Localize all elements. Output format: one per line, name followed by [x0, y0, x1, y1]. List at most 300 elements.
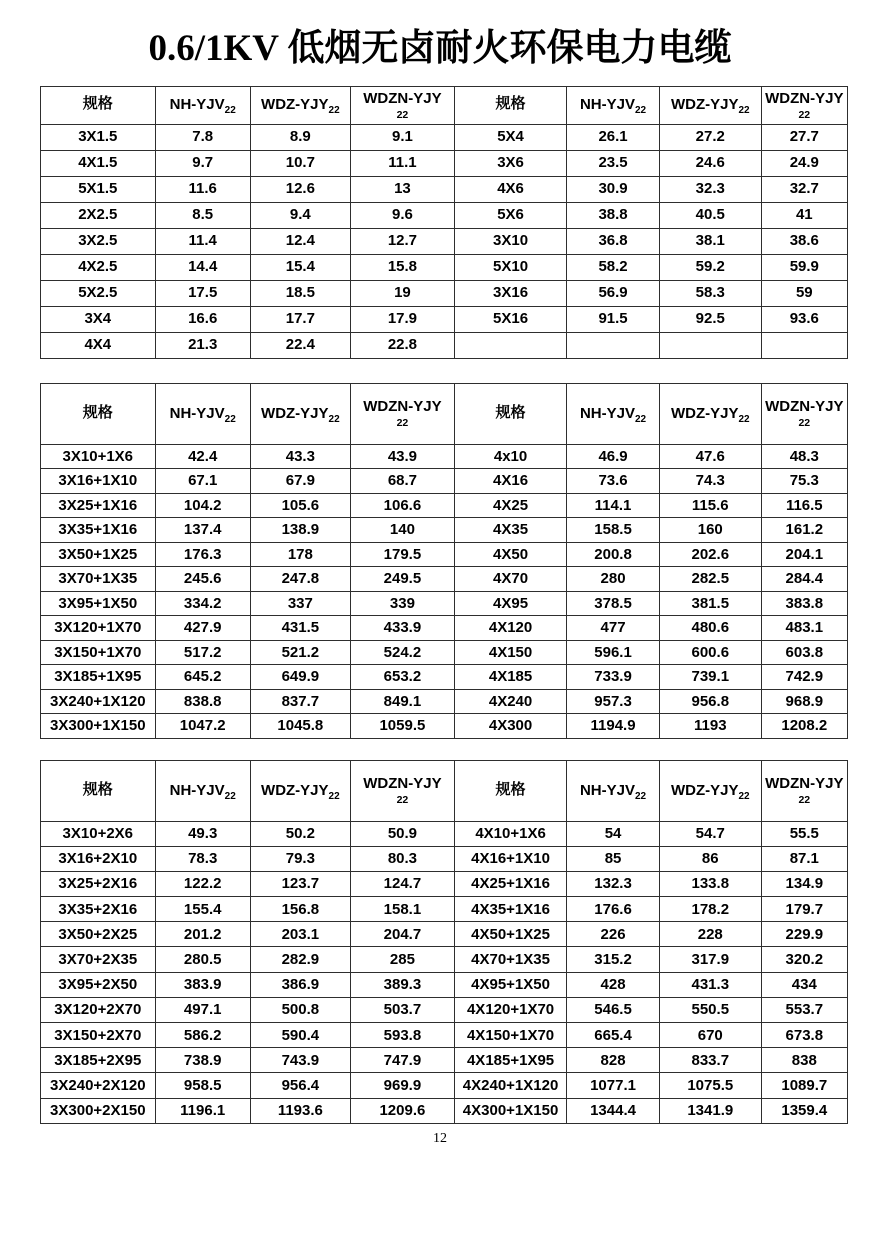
- table-row: [41, 846, 848, 871]
- value-cell: 320.2: [761, 947, 847, 972]
- value-cell: 32.7: [761, 176, 847, 202]
- value-cell: 74.3: [659, 469, 761, 494]
- value-cell: 59: [761, 280, 847, 306]
- spec-cell: 3X185+1X95: [41, 665, 156, 690]
- nh-yjv-subscript: 22: [224, 105, 236, 117]
- value-cell: 58.2: [567, 254, 660, 280]
- spec-cell: 3X25+1X16: [41, 493, 156, 518]
- page-number: 12: [433, 1130, 447, 1146]
- spec-cell: 4X2.5: [41, 254, 156, 280]
- value-cell: 122.2: [155, 871, 250, 896]
- table-row: [41, 567, 848, 592]
- value-cell: 645.2: [155, 665, 250, 690]
- value-cell: 161.2: [761, 518, 847, 543]
- value-cell: 334.2: [155, 591, 250, 616]
- value-cell: 38.1: [659, 228, 761, 254]
- value-cell: 649.9: [250, 665, 350, 690]
- table-row: [41, 1048, 848, 1073]
- value-cell: 958.5: [155, 1073, 250, 1098]
- spec-cell: 2X2.5: [41, 202, 156, 228]
- table-row: [41, 332, 848, 358]
- spec-cell: 3X35+2X16: [41, 897, 156, 922]
- col-header-wdzn-yjy22: [350, 86, 454, 124]
- value-cell: 114.1: [567, 493, 660, 518]
- value-cell: 134.9: [761, 871, 847, 896]
- col-header-wdz-yjy22: [250, 383, 350, 444]
- spec-cell: 3X95+1X50: [41, 591, 156, 616]
- value-cell: 67.9: [250, 469, 350, 494]
- value-cell: 1045.8: [250, 714, 350, 739]
- value-cell: 665.4: [567, 1023, 660, 1048]
- value-cell: 670: [659, 1023, 761, 1048]
- value-cell: 12.6: [250, 176, 350, 202]
- spec-cell: 4x10: [454, 444, 566, 469]
- nh-yjv-label: NH-YJV: [579, 404, 635, 422]
- value-cell: 160: [659, 518, 761, 543]
- nh-yjv-subscript: 22: [634, 790, 647, 802]
- table-row: [41, 124, 848, 150]
- spec-header-label: 规格: [495, 404, 526, 421]
- spec-cell: 5X2.5: [41, 280, 156, 306]
- value-cell: 389.3: [350, 972, 454, 997]
- value-cell: 27.2: [659, 124, 761, 150]
- table-row: [41, 947, 848, 972]
- value-cell: 280.5: [155, 947, 250, 972]
- spec-header-label: 规格: [82, 96, 113, 113]
- value-cell: 78.3: [155, 846, 250, 871]
- col-header-wdz-yjy22: [250, 86, 350, 124]
- value-cell: 75.3: [761, 469, 847, 494]
- col-header-nh-yjv22: [155, 86, 250, 124]
- value-cell: 38.6: [761, 228, 847, 254]
- spec-cell: 3X300+2X150: [41, 1098, 156, 1123]
- spec-cell: 3X6: [454, 150, 566, 176]
- wdzn-yjy-label: WDZN-YJY: [363, 398, 442, 416]
- value-cell: 434: [761, 972, 847, 997]
- value-cell: 48.3: [761, 444, 847, 469]
- wdz-yjy-label: WDZ-YJY: [670, 404, 739, 422]
- value-cell: 176.3: [155, 542, 250, 567]
- value-cell: 43.9: [350, 444, 454, 469]
- value-cell: 115.6: [659, 493, 761, 518]
- wdzn-yjy-label: WDZN-YJY: [765, 775, 844, 793]
- value-cell: 1047.2: [155, 714, 250, 739]
- value-cell: [761, 332, 847, 358]
- spec-cell: 5X6: [454, 202, 566, 228]
- table-row: [41, 821, 848, 846]
- wdz-yjy-label: WDZ-YJY: [261, 404, 329, 422]
- value-cell: 203.1: [250, 922, 350, 947]
- value-cell: 315.2: [567, 947, 660, 972]
- spec-cell: 3X25+2X16: [41, 871, 156, 896]
- spec-cell: 3X70+2X35: [41, 947, 156, 972]
- spec-cell: 5X16: [454, 306, 566, 332]
- value-cell: 228: [659, 922, 761, 947]
- value-cell: 1341.9: [659, 1098, 761, 1123]
- value-cell: 428: [567, 972, 660, 997]
- value-cell: 497.1: [155, 997, 250, 1022]
- spec-cell: 4X185: [454, 665, 566, 690]
- col-header-wdzn-yjy22: [350, 760, 454, 821]
- spec-cell: 4X150: [454, 640, 566, 665]
- value-cell: 202.6: [659, 542, 761, 567]
- value-cell: 381.5: [659, 591, 761, 616]
- value-cell: 837.7: [250, 689, 350, 714]
- value-cell: 104.2: [155, 493, 250, 518]
- value-cell: 54.7: [659, 821, 761, 846]
- value-cell: 546.5: [567, 997, 660, 1022]
- table-row: [41, 997, 848, 1022]
- spec-cell: 3X10: [454, 228, 566, 254]
- col-header-wdz-yjy22: [659, 760, 761, 821]
- value-cell: 383.9: [155, 972, 250, 997]
- value-cell: 733.9: [567, 665, 660, 690]
- value-cell: 204.7: [350, 922, 454, 947]
- value-cell: 204.1: [761, 542, 847, 567]
- value-cell: 833.7: [659, 1048, 761, 1073]
- value-cell: 431.3: [659, 972, 761, 997]
- value-cell: 285: [350, 947, 454, 972]
- table-row: [41, 254, 848, 280]
- spec-header-label: 规格: [495, 96, 526, 113]
- value-cell: 337: [250, 591, 350, 616]
- value-cell: 67.1: [155, 469, 250, 494]
- value-cell: 500.8: [250, 997, 350, 1022]
- wdzn-yjy-subscript: 22: [798, 417, 811, 430]
- col-header-spec: [454, 383, 566, 444]
- value-cell: 282.9: [250, 947, 350, 972]
- spec-cell: 4X95+1X50: [454, 972, 566, 997]
- spec-cell: 4X300: [454, 714, 566, 739]
- value-cell: 1196.1: [155, 1098, 250, 1123]
- value-cell: 137.4: [155, 518, 250, 543]
- spec-cell: 3X35+1X16: [41, 518, 156, 543]
- value-cell: 1359.4: [761, 1098, 847, 1123]
- wdzn-yjy-subscript: 22: [396, 108, 409, 121]
- nh-yjv-subscript: 22: [634, 105, 647, 117]
- value-cell: 41: [761, 202, 847, 228]
- spec-cell: 3X95+2X50: [41, 972, 156, 997]
- wdz-yjy-label: WDZ-YJY: [261, 781, 329, 799]
- value-cell: 59.2: [659, 254, 761, 280]
- value-cell: 1194.9: [567, 714, 660, 739]
- table-row: [41, 972, 848, 997]
- col-header-wdzn-yjy22: [761, 383, 847, 444]
- value-cell: 284.4: [761, 567, 847, 592]
- nh-yjv-label: NH-YJV: [579, 96, 635, 114]
- value-cell: 106.6: [350, 493, 454, 518]
- table-row: [41, 616, 848, 641]
- table-row: [41, 922, 848, 947]
- value-cell: 201.2: [155, 922, 250, 947]
- table-row: [41, 640, 848, 665]
- value-cell: 26.1: [567, 124, 660, 150]
- value-cell: 1209.6: [350, 1098, 454, 1123]
- wdzn-yjy-subscript: 22: [798, 794, 811, 807]
- spec-cell: 3X4: [41, 306, 156, 332]
- table-row: [41, 1073, 848, 1098]
- value-cell: 30.9: [567, 176, 660, 202]
- value-cell: 593.8: [350, 1023, 454, 1048]
- spec-cell: 3X240+2X120: [41, 1073, 156, 1098]
- value-cell: 1089.7: [761, 1073, 847, 1098]
- value-cell: 27.7: [761, 124, 847, 150]
- wdz-yjy-subscript: 22: [328, 790, 340, 802]
- value-cell: 18.5: [250, 280, 350, 306]
- table-row: [41, 689, 848, 714]
- value-cell: 16.6: [155, 306, 250, 332]
- spec-cell: 3X150+2X70: [41, 1023, 156, 1048]
- value-cell: 155.4: [155, 897, 250, 922]
- value-cell: 339: [350, 591, 454, 616]
- value-cell: 386.9: [250, 972, 350, 997]
- value-cell: 673.8: [761, 1023, 847, 1048]
- value-cell: 13: [350, 176, 454, 202]
- header-row: [41, 383, 848, 444]
- spec-cell: 4X35+1X16: [454, 897, 566, 922]
- value-cell: 133.8: [659, 871, 761, 896]
- col-header-spec: [41, 383, 156, 444]
- col-header-spec: [454, 760, 566, 821]
- table-row: [41, 1098, 848, 1123]
- spec-cell: 5X1.5: [41, 176, 156, 202]
- value-cell: 1075.5: [659, 1073, 761, 1098]
- value-cell: 503.7: [350, 997, 454, 1022]
- spec-cell: 5X10: [454, 254, 566, 280]
- value-cell: 956.8: [659, 689, 761, 714]
- table-row: [41, 591, 848, 616]
- table-row: [41, 518, 848, 543]
- value-cell: 79.3: [250, 846, 350, 871]
- value-cell: 603.8: [761, 640, 847, 665]
- spec-cell: 3X70+1X35: [41, 567, 156, 592]
- page-title: 0.6/1KV 低烟无卤耐火环保电力电缆: [148, 28, 732, 69]
- value-cell: 517.2: [155, 640, 250, 665]
- value-cell: 176.6: [567, 897, 660, 922]
- spec-cell: 4X35: [454, 518, 566, 543]
- spec-cell: 4X240+1X120: [454, 1073, 566, 1098]
- col-header-wdzn-yjy22: [761, 760, 847, 821]
- value-cell: 158.1: [350, 897, 454, 922]
- value-cell: 739.1: [659, 665, 761, 690]
- value-cell: 15.8: [350, 254, 454, 280]
- spec-cell: 4X16: [454, 469, 566, 494]
- cable-weight-table-3: [40, 760, 848, 1124]
- value-cell: 42.4: [155, 444, 250, 469]
- value-cell: 378.5: [567, 591, 660, 616]
- table-row: [41, 444, 848, 469]
- value-cell: 427.9: [155, 616, 250, 641]
- value-cell: 14.4: [155, 254, 250, 280]
- value-cell: 92.5: [659, 306, 761, 332]
- spec-cell: 3X10+1X6: [41, 444, 156, 469]
- value-cell: 86: [659, 846, 761, 871]
- value-cell: 17.7: [250, 306, 350, 332]
- header-row: [41, 86, 848, 124]
- value-cell: 586.2: [155, 1023, 250, 1048]
- value-cell: 17.9: [350, 306, 454, 332]
- spec-cell: 4X70+1X35: [454, 947, 566, 972]
- value-cell: 38.8: [567, 202, 660, 228]
- spec-cell: 4X120: [454, 616, 566, 641]
- value-cell: 969.9: [350, 1073, 454, 1098]
- value-cell: 158.5: [567, 518, 660, 543]
- value-cell: 23.5: [567, 150, 660, 176]
- value-cell: 43.3: [250, 444, 350, 469]
- value-cell: 477: [567, 616, 660, 641]
- value-cell: 738.9: [155, 1048, 250, 1073]
- col-header-spec: [41, 760, 156, 821]
- spec-cell: 4X300+1X150: [454, 1098, 566, 1123]
- value-cell: 49.3: [155, 821, 250, 846]
- value-cell: 247.8: [250, 567, 350, 592]
- value-cell: 245.6: [155, 567, 250, 592]
- value-cell: 653.2: [350, 665, 454, 690]
- value-cell: 85: [567, 846, 660, 871]
- spec-cell: 4X25: [454, 493, 566, 518]
- value-cell: 280: [567, 567, 660, 592]
- value-cell: 553.7: [761, 997, 847, 1022]
- value-cell: 8.5: [155, 202, 250, 228]
- value-cell: 1344.4: [567, 1098, 660, 1123]
- spec-cell: 4X240: [454, 689, 566, 714]
- wdzn-yjy-label: WDZN-YJY: [765, 398, 844, 416]
- value-cell: 47.6: [659, 444, 761, 469]
- table-row: [41, 202, 848, 228]
- value-cell: 15.4: [250, 254, 350, 280]
- value-cell: 24.6: [659, 150, 761, 176]
- value-cell: 282.5: [659, 567, 761, 592]
- value-cell: 116.5: [761, 493, 847, 518]
- value-cell: 8.9: [250, 124, 350, 150]
- table-row: [41, 176, 848, 202]
- spec-cell: 4X95: [454, 591, 566, 616]
- value-cell: 828: [567, 1048, 660, 1073]
- value-cell: 229.9: [761, 922, 847, 947]
- value-cell: 956.4: [250, 1073, 350, 1098]
- table-row: [41, 665, 848, 690]
- value-cell: 12.7: [350, 228, 454, 254]
- value-cell: 36.8: [567, 228, 660, 254]
- nh-yjv-label: NH-YJV: [579, 781, 635, 799]
- wdzn-yjy-label: WDZN-YJY: [363, 89, 442, 107]
- value-cell: 40.5: [659, 202, 761, 228]
- value-cell: 178.2: [659, 897, 761, 922]
- value-cell: 9.6: [350, 202, 454, 228]
- value-cell: 9.7: [155, 150, 250, 176]
- value-cell: 249.5: [350, 567, 454, 592]
- spec-cell: 3X120+1X70: [41, 616, 156, 641]
- col-header-spec: [454, 86, 566, 124]
- value-cell: 55.5: [761, 821, 847, 846]
- cable-weight-table-1: [40, 86, 848, 359]
- value-cell: 32.3: [659, 176, 761, 202]
- nh-yjv-subscript: 22: [224, 790, 236, 802]
- value-cell: 433.9: [350, 616, 454, 641]
- value-cell: 1077.1: [567, 1073, 660, 1098]
- col-header-wdz-yjy22: [659, 383, 761, 444]
- spec-cell: 4X1.5: [41, 150, 156, 176]
- spec-cell: 3X1.5: [41, 124, 156, 150]
- wdz-yjy-subscript: 22: [328, 105, 340, 117]
- value-cell: 957.3: [567, 689, 660, 714]
- spec-cell: 3X16+1X10: [41, 469, 156, 494]
- value-cell: 87.1: [761, 846, 847, 871]
- col-header-spec: [41, 86, 156, 124]
- spec-cell: 3X120+2X70: [41, 997, 156, 1022]
- col-header-nh-yjv22: [567, 86, 660, 124]
- wdzn-yjy-subscript: 22: [396, 417, 409, 430]
- spec-header-label: 规格: [82, 781, 113, 798]
- value-cell: 1059.5: [350, 714, 454, 739]
- nh-yjv-label: NH-YJV: [169, 781, 225, 799]
- wdz-yjy-label: WDZ-YJY: [670, 781, 739, 799]
- value-cell: 11.1: [350, 150, 454, 176]
- spec-cell: 4X50: [454, 542, 566, 567]
- value-cell: 22.8: [350, 332, 454, 358]
- value-cell: 743.9: [250, 1048, 350, 1073]
- col-header-nh-yjv22: [155, 760, 250, 821]
- value-cell: 596.1: [567, 640, 660, 665]
- spec-cell: 3X300+1X150: [41, 714, 156, 739]
- spec-cell: 4X70: [454, 567, 566, 592]
- spec-cell: 4X25+1X16: [454, 871, 566, 896]
- nh-yjv-subscript: 22: [634, 413, 647, 425]
- table-row: [41, 306, 848, 332]
- value-cell: 747.9: [350, 1048, 454, 1073]
- value-cell: 140: [350, 518, 454, 543]
- spec-cell: [454, 332, 566, 358]
- table-row: [41, 228, 848, 254]
- value-cell: 59.9: [761, 254, 847, 280]
- value-cell: 21.3: [155, 332, 250, 358]
- nh-yjv-label: NH-YJV: [169, 404, 225, 422]
- spec-cell: 3X16+2X10: [41, 846, 156, 871]
- value-cell: 105.6: [250, 493, 350, 518]
- cable-weight-table-2: [40, 383, 848, 739]
- value-cell: 138.9: [250, 518, 350, 543]
- table-row: [41, 714, 848, 739]
- value-cell: 93.6: [761, 306, 847, 332]
- value-cell: 968.9: [761, 689, 847, 714]
- spec-cell: 3X50+1X25: [41, 542, 156, 567]
- value-cell: 480.6: [659, 616, 761, 641]
- value-cell: 1208.2: [761, 714, 847, 739]
- value-cell: 54: [567, 821, 660, 846]
- table-row: [41, 897, 848, 922]
- wdzn-yjy-subscript: 22: [798, 108, 811, 121]
- spec-cell: 5X4: [454, 124, 566, 150]
- value-cell: 91.5: [567, 306, 660, 332]
- value-cell: 12.4: [250, 228, 350, 254]
- spec-cell: 4X6: [454, 176, 566, 202]
- table-row: [41, 280, 848, 306]
- value-cell: 73.6: [567, 469, 660, 494]
- value-cell: [567, 332, 660, 358]
- value-cell: 521.2: [250, 640, 350, 665]
- value-cell: 838: [761, 1048, 847, 1073]
- value-cell: 24.9: [761, 150, 847, 176]
- value-cell: 9.4: [250, 202, 350, 228]
- value-cell: 600.6: [659, 640, 761, 665]
- wdz-yjy-subscript: 22: [738, 790, 750, 802]
- value-cell: 10.7: [250, 150, 350, 176]
- spec-cell: 4X120+1X70: [454, 997, 566, 1022]
- value-cell: 50.2: [250, 821, 350, 846]
- wdzn-yjy-subscript: 22: [396, 794, 409, 807]
- wdzn-yjy-label: WDZN-YJY: [363, 775, 442, 793]
- spec-cell: 3X185+2X95: [41, 1048, 156, 1073]
